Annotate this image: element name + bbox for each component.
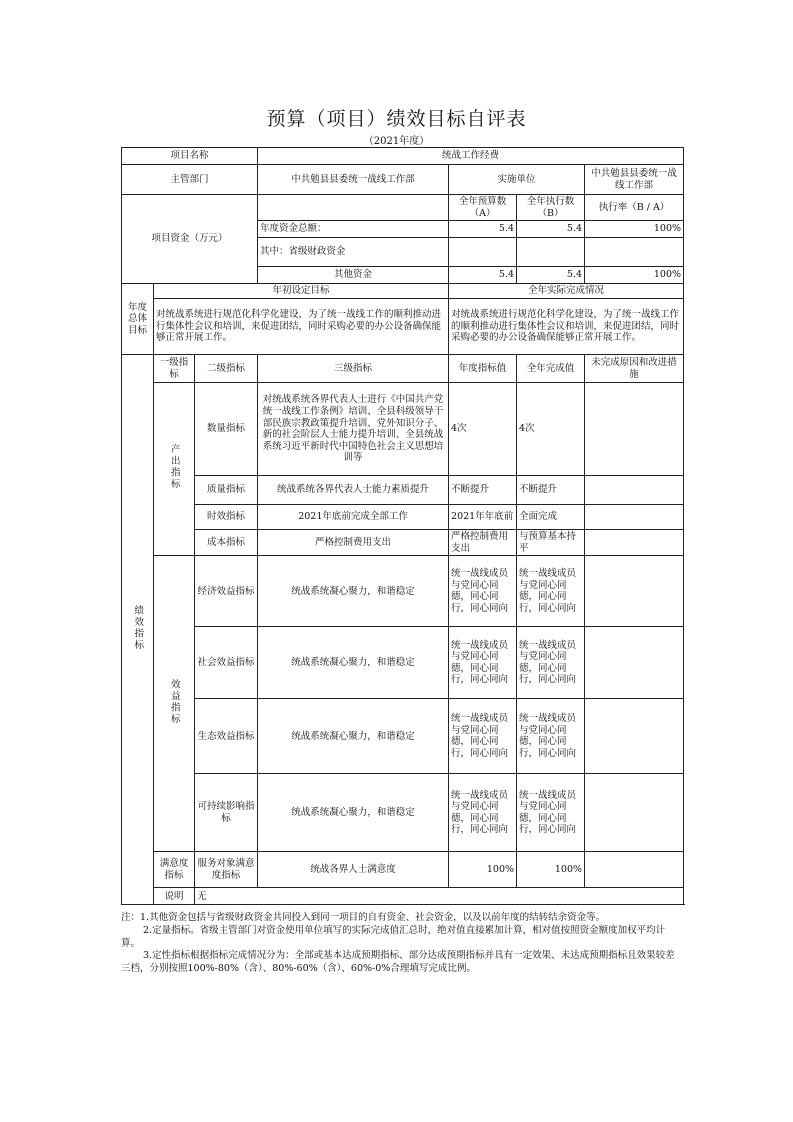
perf-h5: 全年完成值 — [517, 355, 585, 383]
benefit-l2: 经济效益指标 — [195, 556, 258, 627]
output-l2: 质量指标 — [195, 476, 258, 505]
output-l2: 时效指标 — [195, 505, 258, 530]
year-label: （2021年度） — [363, 136, 430, 147]
goal-col-plan: 年初设定目标 — [154, 284, 449, 299]
benefit-target: 统一战线成员与党同心同德，同心同行，同心同向 — [449, 699, 517, 774]
funds-row-label-text: 其中：省级财政资金 — [260, 246, 346, 258]
satisfaction-label-text: 满意度指标 — [159, 858, 189, 881]
funds-row-budget: 5.4 — [449, 267, 517, 284]
output-done: 4次 — [517, 383, 585, 476]
dept-label: 主管部门 — [122, 165, 258, 195]
satisfaction-reason — [585, 852, 684, 888]
note-1: 注：1.其他资金包括与省级财政资金共同投入到同一项目的自有资金、社会资金，以及以前年度的结转结余资金等。 — [121, 912, 606, 923]
perf-h2: 二级指标 — [195, 355, 258, 383]
output-l2: 数量指标 — [195, 383, 258, 476]
goal-col-actual: 全年实际完成情况 — [449, 284, 684, 299]
funds-row-label: 其他资金 — [258, 267, 449, 284]
remark-value: 无 — [195, 888, 684, 905]
benefit-target: 统一战线成员与党同心同德，同心同行，同心同向 — [449, 774, 517, 852]
benefit-l3: 统战系统凝心聚力，和谐稳定 — [258, 774, 449, 852]
benefit-done: 统一战线成员与党同心同德，同心同行，同心同向 — [517, 774, 585, 852]
benefit-label-text: 效益指标 — [168, 679, 180, 726]
satisfaction-l2: 服务对象满意度指标 — [195, 852, 258, 888]
funds-row-label — [258, 238, 449, 267]
project-name-value: 统战工作经费 — [258, 148, 684, 165]
output-reason — [585, 383, 684, 476]
funds-col-rate: 执行率（B / A） — [585, 195, 684, 221]
funds-row-rate: 100% — [585, 267, 684, 284]
self-evaluation-table — [121, 147, 684, 905]
perf-label-text: 绩效指标 — [132, 604, 144, 651]
funds-row-budget: 5.4 — [449, 221, 517, 238]
goal-label — [122, 284, 154, 355]
output-l2: 成本指标 — [195, 530, 258, 556]
benefit-l3: 统战系统凝心聚力，和谐稳定 — [258, 556, 449, 627]
output-done: 全面完成 — [517, 505, 585, 530]
benefit-done: 统一战线成员与党同心同德，同心同行，同心同向 — [517, 627, 585, 699]
output-done: 与预算基本持平 — [517, 530, 585, 556]
output-reason — [585, 530, 684, 556]
benefit-l2: 社会效益指标 — [195, 627, 258, 699]
note-3: 3.定性指标根据指标完成情况分为：全部或基本达成预期指标、部分达成预期指标并具有一定效果、未达成预期指标且效果较差三档，分别按照100%-80%（含）、80%-60%（含）、60%-0%合理填写完成比例。 — [121, 950, 675, 975]
funds-row-exec: 5.4 — [517, 221, 585, 238]
page-title: 预算（项目）绩效目标自评表 — [266, 108, 527, 130]
funds-col-exec: 全年执行数（B） — [517, 195, 585, 221]
note-2: 2.定量指标。省级主管部门对资金使用单位填写的实际完成值汇总时，绝对值直接累加计算，相对值按照资金额度加权平均计算。 — [121, 924, 666, 949]
output-label-text: 产出指标 — [168, 444, 180, 491]
output-l3: 2021年底前完成全部工作 — [258, 505, 449, 530]
footnotes — [121, 912, 683, 976]
benefit-label — [154, 556, 195, 852]
goal-label-text: 年度总体目标 — [127, 301, 147, 336]
output-reason — [585, 505, 684, 530]
output-l3: 严格控制费用支出 — [258, 530, 449, 556]
benefit-l3: 统战系统凝心聚力，和谐稳定 — [258, 699, 449, 774]
funds-row-exec — [517, 238, 585, 267]
impl-value: 中共勉县县委统一战线工作部 — [585, 165, 684, 195]
perf-h4: 年度指标值 — [449, 355, 517, 383]
dept-value: 中共勉县县委统一战线工作部 — [258, 165, 449, 195]
benefit-reason — [585, 556, 684, 627]
project-name-label: 项目名称 — [122, 148, 258, 165]
perf-label — [122, 355, 154, 905]
benefit-l3: 统战系统凝心聚力，和谐稳定 — [258, 627, 449, 699]
remark-label: 说明 — [154, 888, 195, 905]
goal-actual-text: 对统战系统进行规范化科学化建设，为了统一战线工作的顺利推动进行集体性会议和培训，来促进团结，同时采购必要的办公设备确保能够正常开展工作。 — [449, 299, 684, 355]
output-target: 2021年年底前 — [449, 505, 517, 530]
benefit-reason — [585, 627, 684, 699]
goal-plan-text: 对统战系统进行规范化科学化建设，为了统一战线工作的顺利推动进行集体性会议和培训，来促进团结，同时采购必要的办公设备确保能够正常开展工作。 — [154, 299, 449, 355]
satisfaction-l3: 统战各界人士满意度 — [258, 852, 449, 888]
benefit-done: 统一战线成员与党同心同德，同心同行，同心同向 — [517, 699, 585, 774]
funds-header-blank — [258, 195, 449, 221]
satisfaction-label — [154, 852, 195, 888]
funds-row-budget — [449, 238, 517, 267]
funds-row-rate: 100% — [585, 221, 684, 238]
output-l3: 对统战系统各界代表人士进行《中国共产党统一战线工作条例》培训、全县科级领导干部民族宗教政策提升培训、党外知识分子、新的社会阶层人士能力提升培训、全县统战系统习近平新时代中国特色社会主义思想培训等 — [258, 383, 449, 476]
benefit-l2: 可持续影响指标 — [195, 774, 258, 852]
funds-col-budget: 全年预算数（A） — [449, 195, 517, 221]
benefit-reason — [585, 774, 684, 852]
output-target: 不断提升 — [449, 476, 517, 505]
perf-h1: 一级指标 — [154, 355, 195, 383]
perf-h3: 三级指标 — [258, 355, 449, 383]
output-l3: 统战系统各界代表人士能力素质提升 — [258, 476, 449, 505]
impl-label: 实施单位 — [449, 165, 585, 195]
perf-h6: 未完成原因和改进措施 — [585, 355, 684, 383]
benefit-l2: 生态效益指标 — [195, 699, 258, 774]
funds-row-exec: 5.4 — [517, 267, 585, 284]
benefit-target: 统一战线成员与党同心同德，同心同行，同心同向 — [449, 627, 517, 699]
funds-row-label: 年度资金总额： — [258, 221, 449, 238]
funds-label-text: 项目资金（万元） — [151, 233, 228, 245]
benefit-done: 统一战线成员与党同心同德，同心同行，同心同向 — [517, 556, 585, 627]
output-label — [154, 383, 195, 556]
output-reason — [585, 476, 684, 505]
satisfaction-target: 100% — [449, 852, 517, 888]
benefit-reason — [585, 699, 684, 774]
satisfaction-done: 100% — [517, 852, 585, 888]
output-target: 4次 — [449, 383, 517, 476]
funds-label — [122, 195, 258, 284]
output-done: 不断提升 — [517, 476, 585, 505]
benefit-target: 统一战线成员与党同心同德，同心同行，同心同向 — [449, 556, 517, 627]
funds-row-rate — [585, 238, 684, 267]
output-target: 严格控制费用支出 — [449, 530, 517, 556]
